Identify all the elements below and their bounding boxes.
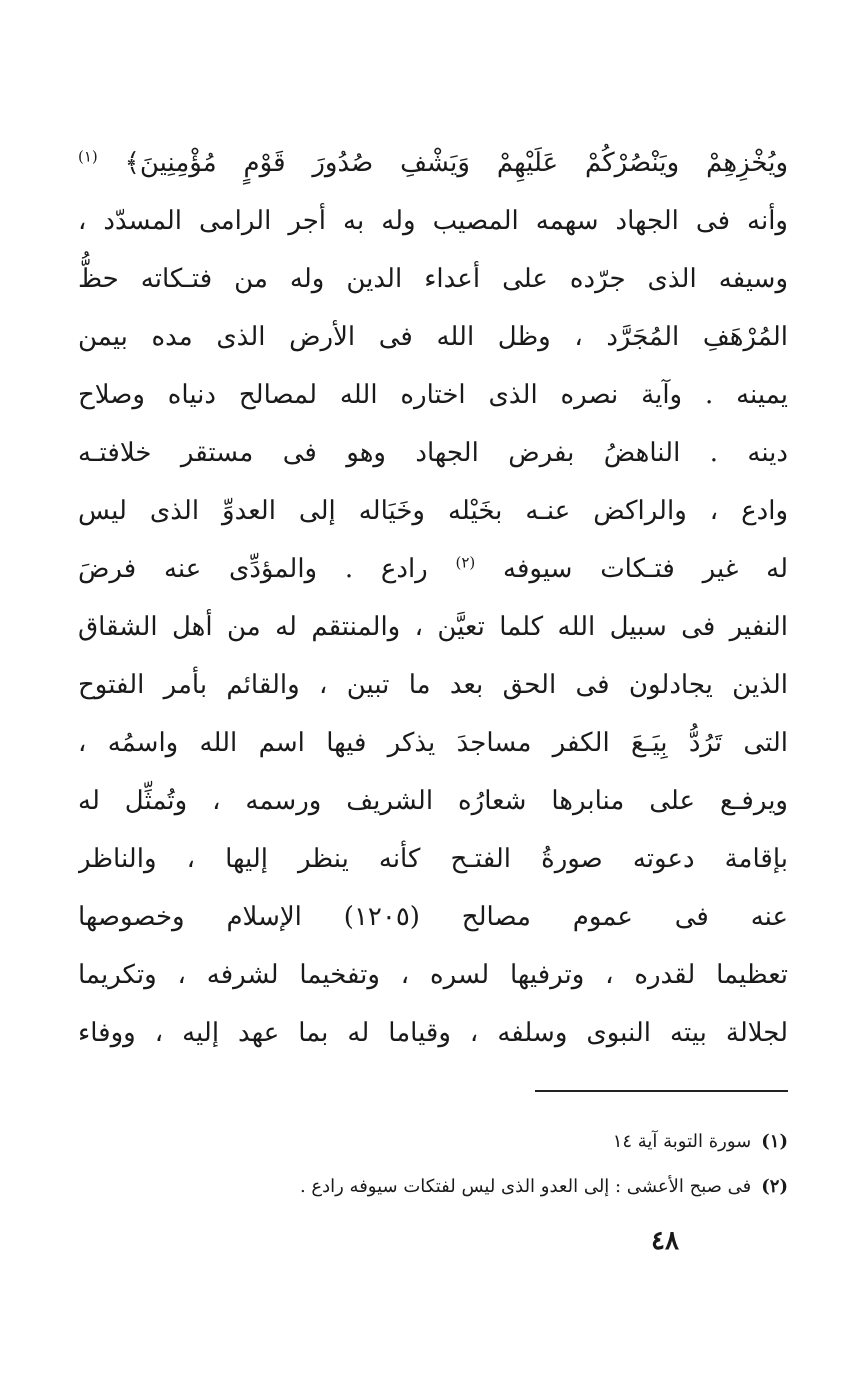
text-line: يمينه . وآية نصره الذى اختاره الله لمصالح دنياه وصلاح <box>78 380 788 410</box>
text-line-content: ويُخْزِهِمْ ويَنْصُرْكُمْ عَلَيْهِمْ وَيَشْفِ صُدُورَ قَوْمٍ مُؤْمِنِينَ﴾ <box>124 148 788 178</box>
text-line: عنه فى عموم مصالح (١٢٠٥) الإسلام وخصوصها <box>78 902 788 932</box>
text-line: المُرْهَفِ المُجَرَّد ، وظل الله فى الأرض الذى مده بيمن <box>78 322 788 352</box>
text-line: تعظيما لقدره ، وترفيها لسره ، وتفخيما لشرفه ، وتكريما <box>78 960 788 990</box>
text-line: لجلالة بيته النبوى وسلفه ، وقياما له بما عهد إليه ، ووفاء <box>78 1018 788 1048</box>
text-line: وسيفه الذى جرّده على أعداء الدين وله من فتـكاته حظُّ <box>78 264 788 294</box>
text-line: ويرفـع على منابرها شعارُه الشريف ورسمه ، وتُمثِّل له <box>78 786 788 816</box>
text-line: دينه . الناهضُ بفرض الجهاد وهو فى مستقر خلافتـه <box>78 438 788 468</box>
footnote-number: (٢) <box>761 1176 788 1197</box>
footnote-text: فى صبح الأعشى : إلى العدو الذى ليس لفتكات سيوفه رادع . <box>299 1176 752 1197</box>
footnote-divider <box>535 1090 788 1092</box>
text-line: وادع ، والراكض عنـه بخَيْله وخَيَاله إلى العدوِّ الذى ليس <box>78 496 788 526</box>
body-text <box>78 134 788 1062</box>
text-line: بإقامة دعوته صورةُ الفتـح كأنه ينظر إليها ، والناظر <box>78 844 788 874</box>
text-line-content: له غير فتـكات سيوفه <box>503 554 788 584</box>
footnote-number: (١) <box>761 1131 788 1152</box>
footnotes <box>150 1128 788 1218</box>
text-line <box>78 134 788 192</box>
text-line: التى تَرُدُّ بِيَـعَ الكفر مساجدَ يذكر فيها اسم الله واسمُه ، <box>78 728 788 758</box>
text-line <box>78 540 788 598</box>
footnote-text: سورة التوبة آية ١٤ <box>612 1131 752 1152</box>
text-line-content: رادع . والمؤدِّى عنه فرضَ <box>78 554 428 584</box>
footnote-item <box>150 1173 788 1218</box>
page-number: ٤٨ <box>651 1226 679 1256</box>
text-line: النفير فى سبيل الله كلما تعيَّن ، والمنتقم له من أهل الشقاق <box>78 612 788 642</box>
footnote-marker: (١) <box>78 147 98 166</box>
text-line: الذين يجادلون فى الحق بعد ما تبين ، والقائم بأمر الفتوح <box>78 670 788 700</box>
footnote-item <box>150 1128 788 1173</box>
text-line: وأنه فى الجهاد سهمه المصيب وله به أجر الرامى المسدّد ، <box>78 206 788 236</box>
footnote-marker: (٢) <box>455 553 476 572</box>
